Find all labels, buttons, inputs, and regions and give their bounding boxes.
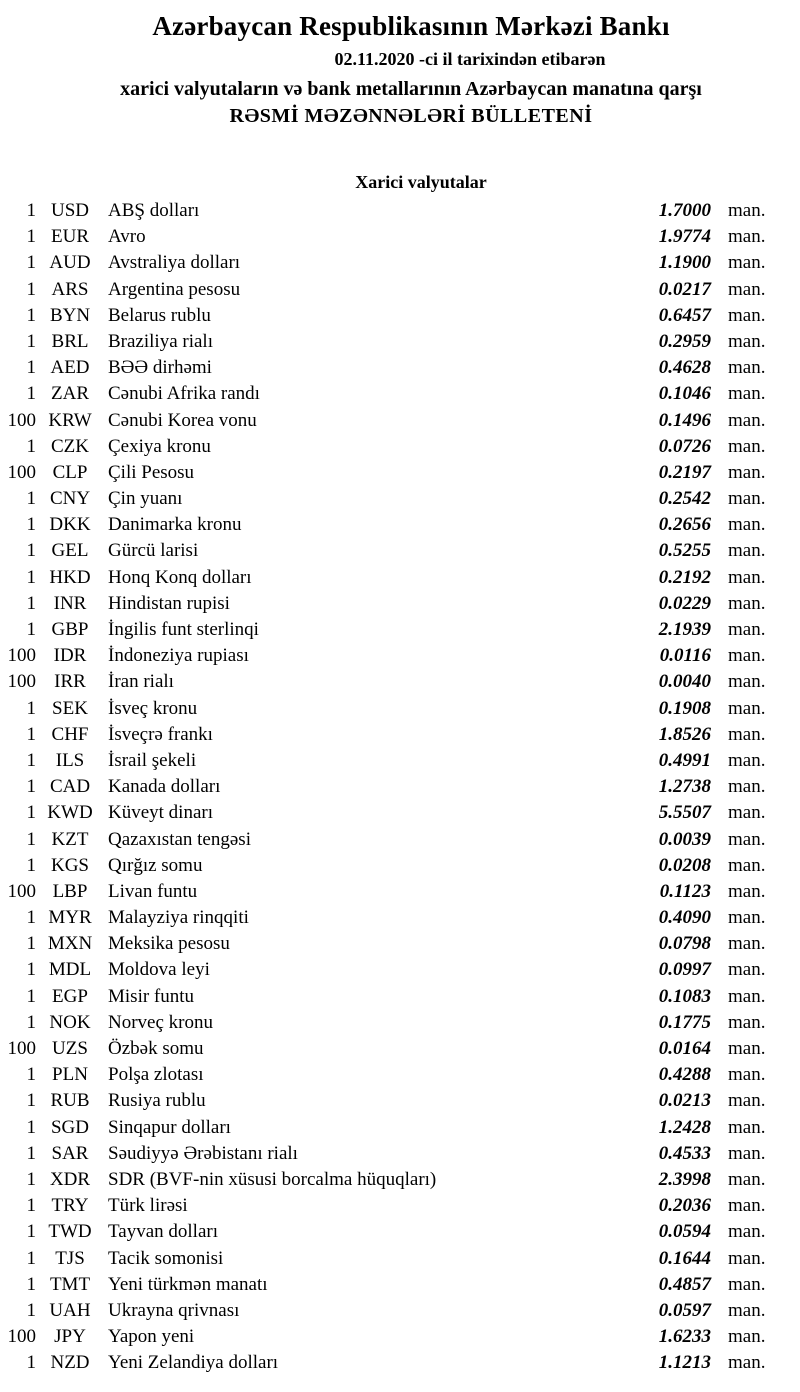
currency-code-cell: ARS <box>51 278 89 300</box>
table-row <box>0 1272 800 1298</box>
currency-code-cell: CHF <box>51 723 89 745</box>
unit-label-cell: man. <box>728 933 766 955</box>
rate-value-cell: 1.2738 <box>658 776 711 798</box>
rate-value-cell: 0.0208 <box>658 854 711 876</box>
currency-name-cell: Honq Konq dolları <box>108 566 252 588</box>
table-row <box>0 1088 800 1114</box>
unit-label-cell: man. <box>728 723 766 745</box>
rate-value-cell: 1.2428 <box>658 1116 711 1138</box>
unit-label-cell: man. <box>728 278 766 300</box>
currency-name-cell: BƏƏ dirhəmi <box>108 357 212 379</box>
currency-code-cell: KGS <box>50 854 89 876</box>
unit-label-cell: man. <box>728 514 766 536</box>
table-row <box>0 853 800 879</box>
table-row <box>0 1298 800 1324</box>
unit-label-cell: man. <box>728 1064 766 1086</box>
rate-value-cell: 0.0229 <box>658 592 711 614</box>
currency-code-cell: USD <box>50 200 89 221</box>
unit-label-cell: man. <box>728 671 766 693</box>
table-row <box>0 643 800 669</box>
quantity-cell: 1 <box>26 723 36 745</box>
currency-name-cell: Hindistan rupisi <box>108 592 230 614</box>
currency-name-cell: İsveç kronu <box>108 697 198 719</box>
rate-value-cell: 0.6457 <box>658 304 711 326</box>
unit-label-cell: man. <box>728 200 766 221</box>
quantity-cell: 1 <box>26 200 36 221</box>
quantity-cell: 100 <box>7 1038 36 1059</box>
unit-label-cell: man. <box>728 1352 766 1374</box>
rate-value-cell: 0.4857 <box>658 1273 711 1295</box>
rate-value-cell: 0.4991 <box>658 749 711 771</box>
rate-value-cell: 0.0594 <box>658 1221 711 1243</box>
currency-code-cell: AUD <box>49 252 91 274</box>
table-row <box>0 1141 800 1167</box>
table-row <box>0 696 800 722</box>
effective-date-line: 02.11.2020 -ci il tarixindən etibarən <box>334 49 606 69</box>
quantity-cell: 100 <box>7 880 36 902</box>
quantity-cell: 1 <box>26 697 36 719</box>
quantity-cell: 100 <box>7 1326 36 1348</box>
table-row <box>0 460 800 486</box>
unit-label-cell: man. <box>728 357 766 379</box>
rate-value-cell: 0.2197 <box>658 461 711 483</box>
table-row <box>0 565 800 591</box>
currency-code-cell: SEK <box>52 697 88 719</box>
unit-label-cell: man. <box>728 697 766 719</box>
rate-value-cell: 1.1213 <box>658 1352 711 1374</box>
unit-label-cell: man. <box>728 461 766 483</box>
rate-value-cell: 2.3998 <box>658 1168 711 1190</box>
quantity-cell: 100 <box>7 461 36 483</box>
unit-label-cell: man. <box>728 1142 766 1164</box>
unit-label-cell: man. <box>728 1299 766 1321</box>
quantity-cell: 1 <box>26 278 36 300</box>
table-row <box>0 434 800 460</box>
table-row <box>0 355 800 381</box>
quantity-cell: 1 <box>26 1352 36 1374</box>
currency-name-cell: İsveçrə frankı <box>108 723 213 745</box>
currency-code-cell: TWD <box>48 1221 92 1243</box>
rate-value-cell: 0.0116 <box>659 645 711 667</box>
rate-value-cell: 0.2656 <box>658 514 711 536</box>
quantity-cell: 1 <box>26 566 36 588</box>
currency-name-cell: Yeni Zelandiya dolları <box>108 1352 279 1374</box>
currency-name-cell: Braziliya rialı <box>108 330 213 352</box>
table-row <box>0 198 800 224</box>
currency-code-cell: SAR <box>51 1142 89 1164</box>
table-row <box>0 486 800 512</box>
quantity-cell: 1 <box>26 514 36 536</box>
quantity-cell: 1 <box>26 854 36 876</box>
unit-label-cell: man. <box>728 488 766 510</box>
quantity-cell: 1 <box>26 749 36 771</box>
currency-code-cell: CAD <box>49 776 91 798</box>
unit-label-cell: man. <box>728 383 766 405</box>
currency-code-cell: ILS <box>55 749 85 771</box>
quantity-cell: 1 <box>26 592 36 614</box>
currency-name-cell: Ukrayna qrivnası <box>108 1299 240 1321</box>
rate-value-cell: 0.1775 <box>658 1011 711 1033</box>
table-row <box>0 591 800 617</box>
rate-value-cell: 0.5255 <box>658 540 711 562</box>
unit-label-cell: man. <box>728 645 766 667</box>
currency-name-cell: Polşa zlotası <box>108 1064 204 1086</box>
bulletin-header <box>0 8 800 130</box>
currency-code-cell: TRY <box>51 1195 89 1217</box>
quantity-cell: 1 <box>26 1299 36 1321</box>
currency-code-cell: MYR <box>48 907 92 929</box>
rate-value-cell: 0.1123 <box>659 880 711 902</box>
unit-label-cell: man. <box>728 592 766 614</box>
table-row <box>0 1246 800 1272</box>
rate-value-cell: 0.2542 <box>658 488 711 510</box>
unit-label-cell: man. <box>728 776 766 798</box>
table-row <box>0 538 800 564</box>
currency-name-cell: Çili Pesosu <box>108 461 195 483</box>
unit-label-cell: man. <box>728 252 766 274</box>
unit-label-cell: man. <box>728 1011 766 1033</box>
bulletin-title: RƏSMİ MƏZƏNNƏLƏRİ BÜLLETENİ <box>229 105 593 127</box>
unit-label-cell: man. <box>728 409 766 431</box>
rate-value-cell: 0.0213 <box>658 1090 711 1112</box>
quantity-cell: 1 <box>26 1011 36 1033</box>
currency-name-cell: Kanada dolları <box>108 776 221 798</box>
currency-code-cell: KZT <box>51 828 89 850</box>
currency-name-cell: ABŞ dolları <box>108 200 200 221</box>
currency-code-cell: LBP <box>52 880 88 902</box>
currency-code-cell: KRW <box>48 409 92 431</box>
currency-name-cell: Norveç kronu <box>108 1011 213 1033</box>
exchange-rates-table <box>0 198 800 1376</box>
currency-name-cell: Cənubi Afrika randı <box>108 383 260 405</box>
currency-name-cell: Səudiyyə Ərəbistanı rialı <box>108 1142 298 1164</box>
table-row <box>0 669 800 695</box>
currency-code-cell: NZD <box>50 1352 90 1374</box>
unit-label-cell: man. <box>728 1221 766 1243</box>
currency-name-cell: Danimarka kronu <box>108 514 242 536</box>
unit-label-cell: man. <box>728 1326 766 1348</box>
unit-label-cell: man. <box>728 1273 766 1295</box>
currency-name-cell: Moldova leyi <box>108 959 210 981</box>
currency-name-cell: Çexiya kronu <box>108 435 211 457</box>
rate-value-cell: 0.4090 <box>658 907 711 929</box>
currency-code-cell: ZAR <box>51 383 89 405</box>
table-row <box>0 408 800 434</box>
table-row <box>0 931 800 957</box>
currency-code-cell: BRL <box>51 330 89 352</box>
rate-value-cell: 2.1939 <box>658 619 711 640</box>
rate-value-cell: 0.0164 <box>658 1038 711 1059</box>
table-row <box>0 277 800 303</box>
quantity-cell: 1 <box>26 304 36 326</box>
subject-line: xarici valyutaların və bank metallarının Azərbaycan manatına qarşı <box>120 78 702 100</box>
rate-value-cell: 0.0039 <box>658 828 711 850</box>
currency-code-cell: CLP <box>52 461 88 483</box>
quantity-cell: 1 <box>26 802 36 824</box>
currency-name-cell: Yapon yeni <box>108 1326 195 1348</box>
table-row <box>0 1115 800 1141</box>
unit-label-cell: man. <box>728 985 766 1007</box>
section-title-foreign-currencies: Xarici valyutalar <box>355 172 487 192</box>
quantity-cell: 1 <box>26 619 36 640</box>
rate-value-cell: 5.5507 <box>658 802 711 824</box>
table-row <box>0 250 800 276</box>
currency-code-cell: INR <box>53 592 87 614</box>
currency-code-cell: MDL <box>48 959 92 981</box>
currency-name-cell: Sinqapur dolları <box>108 1116 231 1138</box>
rate-value-cell: 0.4533 <box>658 1142 711 1164</box>
unit-label-cell: man. <box>728 907 766 929</box>
currency-name-cell: Malayziya rinqqiti <box>108 907 249 929</box>
currency-name-cell: Cənubi Korea vonu <box>108 409 257 431</box>
quantity-cell: 1 <box>26 1064 36 1086</box>
unit-label-cell: man. <box>728 1247 766 1269</box>
quantity-cell: 1 <box>26 330 36 352</box>
currency-name-cell: Qırğız somu <box>108 854 203 876</box>
table-row <box>0 879 800 905</box>
currency-name-cell: Rusiya rublu <box>108 1090 206 1112</box>
unit-label-cell: man. <box>728 540 766 562</box>
rate-value-cell: 1.1900 <box>658 252 711 274</box>
quantity-cell: 1 <box>26 1142 36 1164</box>
currency-code-cell: UZS <box>52 1038 88 1059</box>
quantity-cell: 1 <box>26 1195 36 1217</box>
currency-code-cell: CNY <box>49 488 91 510</box>
rate-value-cell: 0.0217 <box>658 278 711 300</box>
currency-code-cell: TJS <box>55 1247 85 1269</box>
unit-label-cell: man. <box>728 828 766 850</box>
unit-label-cell: man. <box>728 880 766 902</box>
table-row <box>0 1350 800 1376</box>
quantity-cell: 1 <box>26 1168 36 1190</box>
currency-name-cell: Yeni türkmən manatı <box>108 1273 268 1295</box>
rate-value-cell: 0.2959 <box>658 330 711 352</box>
table-row <box>0 1010 800 1036</box>
rate-value-cell: 0.0726 <box>658 435 711 457</box>
quantity-cell: 1 <box>26 383 36 405</box>
currency-name-cell: Argentina pesosu <box>108 278 241 300</box>
unit-label-cell: man. <box>728 1116 766 1138</box>
quantity-cell: 1 <box>26 252 36 274</box>
rate-value-cell: 0.0798 <box>658 933 711 955</box>
quantity-cell: 1 <box>26 985 36 1007</box>
quantity-cell: 1 <box>26 357 36 379</box>
quantity-cell: 100 <box>7 671 36 693</box>
currency-name-cell: Çin yuanı <box>108 488 183 510</box>
quantity-cell: 1 <box>26 776 36 798</box>
table-row <box>0 1193 800 1219</box>
quantity-cell: 1 <box>26 488 36 510</box>
table-row <box>0 512 800 538</box>
unit-label-cell: man. <box>728 330 766 352</box>
currency-code-cell: UAH <box>49 1299 91 1321</box>
currency-code-cell: XDR <box>49 1168 91 1190</box>
table-row <box>0 827 800 853</box>
quantity-cell: 1 <box>26 907 36 929</box>
quantity-cell: 100 <box>7 409 36 431</box>
currency-code-cell: BYN <box>49 304 91 326</box>
currency-name-cell: Tacik somonisi <box>108 1247 224 1269</box>
unit-label-cell: man. <box>728 304 766 326</box>
unit-label-cell: man. <box>728 802 766 824</box>
bank-title: Azərbaycan Respublikasının Mərkəzi Bankı <box>152 11 670 41</box>
quantity-cell: 1 <box>26 1221 36 1243</box>
currency-name-cell: Küveyt dinarı <box>108 802 214 824</box>
rate-value-cell: 0.2192 <box>658 566 711 588</box>
rate-value-cell: 1.9774 <box>658 226 711 248</box>
currency-code-cell: AED <box>50 357 90 379</box>
unit-label-cell: man. <box>728 226 766 248</box>
quantity-cell: 100 <box>7 645 36 667</box>
currency-code-cell: EGP <box>52 985 88 1007</box>
currency-code-cell: DKK <box>49 514 91 536</box>
quantity-cell: 1 <box>26 1090 36 1112</box>
unit-label-cell: man. <box>728 1090 766 1112</box>
rate-value-cell: 1.7000 <box>658 200 711 221</box>
bulletin-page <box>0 8 800 1392</box>
currency-name-cell: Qazaxıstan tengəsi <box>108 828 251 850</box>
table-row <box>0 1036 800 1062</box>
rate-value-cell: 0.4628 <box>658 357 711 379</box>
quantity-cell: 1 <box>26 226 36 248</box>
table-row <box>0 329 800 355</box>
currency-name-cell: SDR (BVF-nin xüsusi borcalma hüquqları) <box>108 1168 437 1190</box>
rate-value-cell: 0.2036 <box>658 1195 711 1217</box>
currency-code-cell: IDR <box>53 645 87 667</box>
table-row <box>0 617 800 643</box>
quantity-cell: 1 <box>26 1273 36 1295</box>
table-row <box>0 748 800 774</box>
rate-value-cell: 1.6233 <box>658 1326 711 1348</box>
currency-code-cell: GEL <box>51 540 89 562</box>
currency-name-cell: Tayvan dolları <box>108 1221 218 1243</box>
currency-code-cell: PLN <box>52 1064 88 1086</box>
currency-name-cell: Livan funtu <box>108 880 198 902</box>
currency-name-cell: Gürcü larisi <box>108 540 199 562</box>
rate-value-cell: 0.1046 <box>658 383 711 405</box>
rate-value-cell: 0.1908 <box>658 697 711 719</box>
table-row <box>0 303 800 329</box>
currency-name-cell: Meksika pesosu <box>108 933 230 955</box>
currency-name-cell: Belarus rublu <box>108 304 211 326</box>
currency-code-cell: KWD <box>47 802 93 824</box>
currency-name-cell: İndoneziya rupiası <box>108 645 249 667</box>
unit-label-cell: man. <box>728 1195 766 1217</box>
table-row <box>0 381 800 407</box>
table-row <box>0 1062 800 1088</box>
unit-label-cell: man. <box>728 959 766 981</box>
unit-label-cell: man. <box>728 749 766 771</box>
currency-code-cell: CZK <box>51 435 89 457</box>
quantity-cell: 1 <box>26 1116 36 1138</box>
quantity-cell: 1 <box>26 959 36 981</box>
unit-label-cell: man. <box>728 566 766 588</box>
unit-label-cell: man. <box>728 854 766 876</box>
unit-label-cell: man. <box>728 619 766 640</box>
unit-label-cell: man. <box>728 1038 766 1059</box>
currency-name-cell: İngilis funt sterlinqi <box>108 619 259 640</box>
rate-value-cell: 0.0997 <box>658 959 711 981</box>
currency-name-cell: Türk lirəsi <box>108 1195 188 1217</box>
quantity-cell: 1 <box>26 435 36 457</box>
currency-code-cell: HKD <box>49 566 91 588</box>
table-row <box>0 1219 800 1245</box>
rate-value-cell: 0.1644 <box>658 1247 711 1269</box>
currency-code-cell: IRR <box>54 671 86 693</box>
table-row <box>0 774 800 800</box>
table-row <box>0 1324 800 1350</box>
table-row <box>0 957 800 983</box>
table-row <box>0 800 800 826</box>
currency-code-cell: JPY <box>54 1326 86 1348</box>
table-row <box>0 984 800 1010</box>
unit-label-cell: man. <box>728 1168 766 1190</box>
quantity-cell: 1 <box>26 828 36 850</box>
unit-label-cell: man. <box>728 435 766 457</box>
currency-code-cell: SGD <box>50 1116 89 1138</box>
currency-name-cell: İsrail şekeli <box>108 749 197 771</box>
currency-code-cell: TMT <box>49 1273 91 1295</box>
currency-code-cell: RUB <box>50 1090 90 1112</box>
currency-name-cell: Özbək somu <box>108 1038 204 1059</box>
rate-value-cell: 1.8526 <box>658 723 711 745</box>
currency-code-cell: MXN <box>47 933 93 955</box>
quantity-cell: 1 <box>26 1247 36 1269</box>
quantity-cell: 1 <box>26 540 36 562</box>
currency-code-cell: GBP <box>51 619 89 640</box>
rate-value-cell: 0.1496 <box>658 409 711 431</box>
currency-name-cell: Misir funtu <box>108 985 195 1007</box>
table-row <box>0 224 800 250</box>
currency-code-cell: NOK <box>49 1011 91 1033</box>
rate-value-cell: 0.1083 <box>658 985 711 1007</box>
rate-value-cell: 0.0040 <box>658 671 711 693</box>
rate-value-cell: 0.4288 <box>658 1064 711 1086</box>
currency-code-cell: EUR <box>51 226 89 248</box>
table-row <box>0 1167 800 1193</box>
table-row <box>0 722 800 748</box>
currency-name-cell: Avro <box>108 226 146 248</box>
currency-name-cell: Avstraliya dolları <box>108 252 241 274</box>
rate-value-cell: 0.0597 <box>658 1299 711 1321</box>
quantity-cell: 1 <box>26 933 36 955</box>
currency-name-cell: İran rialı <box>108 671 174 693</box>
table-row <box>0 905 800 931</box>
